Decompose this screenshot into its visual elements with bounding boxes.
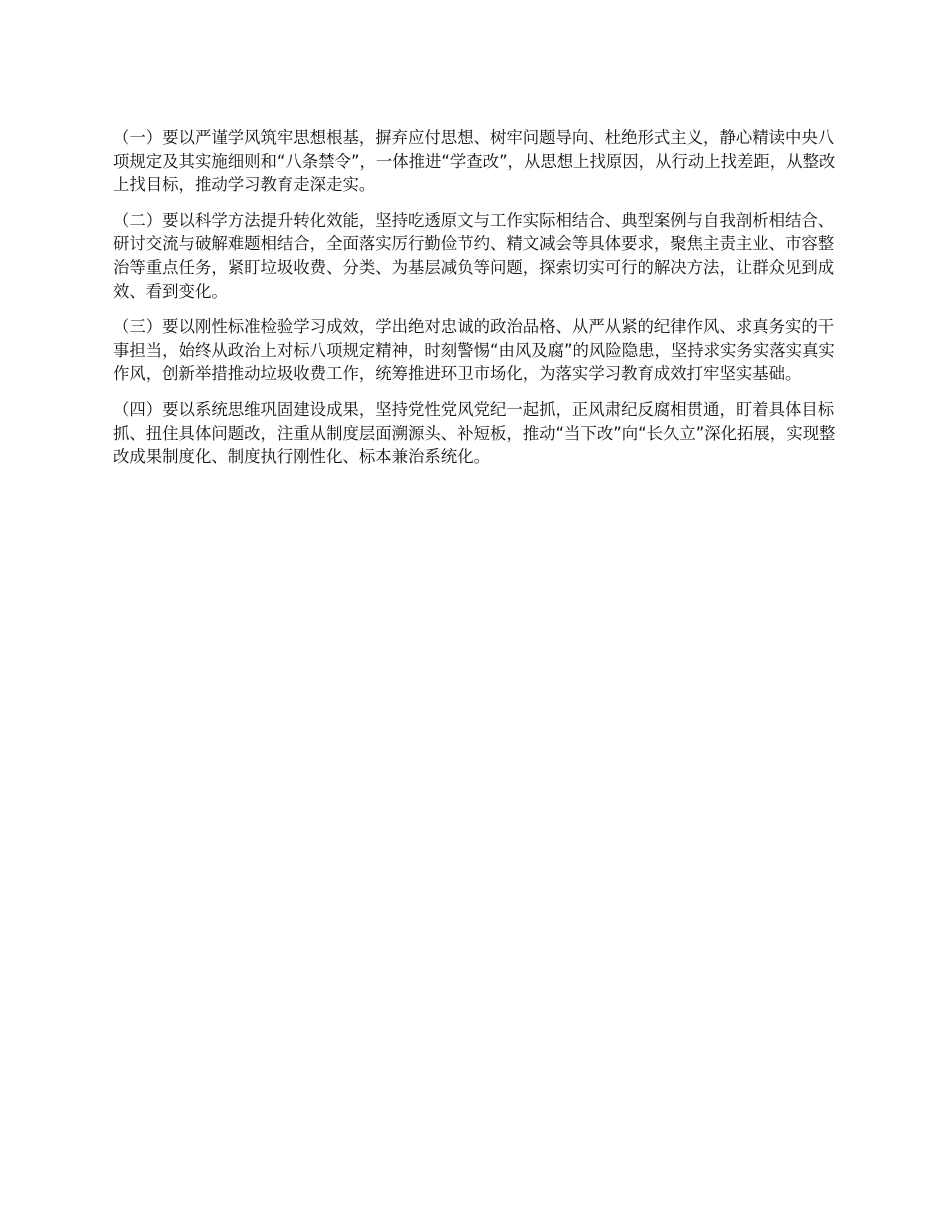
paragraph-1: （一）要以严谨学风筑牢思想根基，摒弃应付思想、树牢问题导向、杜绝形式主义，静心精读中央八项规定及其实施细则和“八条禁令”，一体推进“学查改”，从思想上找原因，从行动上找差距，从整改上找目标，推动学习教育走深走实。 [113, 128, 836, 195]
paragraph-2: （二）要以科学方法提升转化效能，坚持吃透原文与工作实际相结合、典型案例与自我剖析相结合、研讨交流与破解难题相结合，全面落实厉行勤俭节约、精文减会等具体要求，聚焦主责主业、市容整治等重点任务，紧盯垃圾收费、分类、为基层减负等问题，探索切实可行的解决方法，让群众见到成效、看到变化。 [113, 210, 835, 301]
document-body [113, 126, 840, 481]
paragraph-3: （三）要以刚性标准检验学习成效，学出绝对忠诚的政治品格、从严从紧的纪律作风、求真务实的干事担当，始终从政治上对标八项规定精神，时刻警惕“由风及腐”的风险隐患，坚持求实务实落实真实作风，创新举措推动垃圾收费工作，统筹推进环卫市场化，为落实学习教育成效打牢坚实基础。 [113, 317, 835, 384]
paragraph-4: （四）要以系统思维巩固建设成果，坚持党性党风党纪一起抓，正风肃纪反腐相贯通，盯着具体目标抓、扭住具体问题改，注重从制度层面溯源头、补短板，推动“当下改”向“长久立”深化拓展，实现整改成果制度化、制度执行刚性化、标本兼治系统化。 [113, 399, 836, 467]
